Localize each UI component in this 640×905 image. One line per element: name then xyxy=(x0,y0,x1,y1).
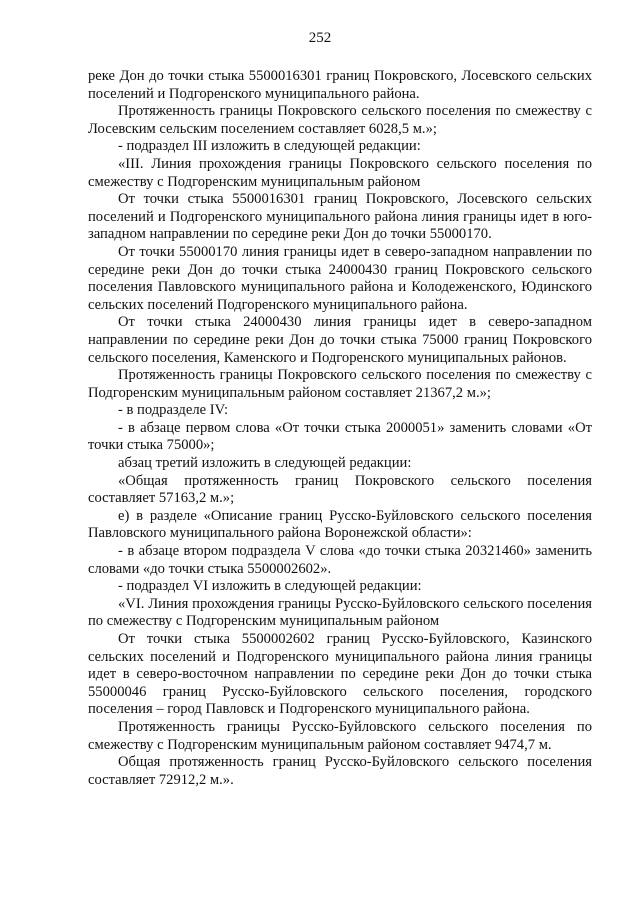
paragraph: От точки стыка 5500016301 границ Покровского, Лосевского сельских поселений и Подгоренского муниципального района линия границы идет в юго-западном направлении по середине реки Дон до точки 55000170. xyxy=(88,191,592,243)
paragraph: От точки стыка 24000430 линия границы идет в северо-западном направлении по середине реки Дон до точки стыка 75000 границ Покровского сельского поселения, Каменского и Подгоренского муниципальных районов. xyxy=(88,314,592,366)
paragraph: - подраздел VI изложить в следующей редакции: xyxy=(118,578,422,595)
paragraph: е) в разделе «Описание границ Русско-Буйловского сельского поселения Павловского муниципального района Воронежской области»: xyxy=(88,507,592,542)
paragraph: «III. Линия прохождения границы Покровского сельского поселения по смежеству с Подгоренским муниципальным районом xyxy=(88,155,592,190)
paragraph: Протяженность границы Русско-Буйловского сельского поселения по смежеству с Подгоренским муниципальным районом составляет 9474,7 м. xyxy=(88,718,592,753)
paragraph: От точки стыка 5500002602 границ Русско-Буйловского, Казинского сельских поселений и Подгоренского муниципального района линия границы идет в северо-восточном направлении по середине реки Дон до точки стыка 55000046 границ Русско-Буйловского сельского поселения, городского поселения – город Павловск и Подгоренского муниципального района. xyxy=(88,631,592,718)
paragraph: реке Дон до точки стыка 5500016301 границ Покровского, Лосевского сельских поселений и Подгоренского муниципального района. xyxy=(88,68,592,102)
page-number: 252 xyxy=(308,30,332,46)
paragraph: «VI. Линия прохождения границы Русско-Буйловского сельского поселения по смежеству с Подгоренским муниципальным районом xyxy=(88,595,592,630)
paragraph: - в абзаце первом слова «От точки стыка 2000051» заменить словами «От точки стыка 75000»; xyxy=(88,419,592,454)
paragraph: Общая протяженность границ Русско-Буйловского сельского поселения составляет 72912,2 м.». xyxy=(88,754,592,788)
paragraph: От точки 55000170 линия границы идет в северо-западном направлении по середине реки Дон до точки стыка 24000430 границ Покровского сельского поселения Павловского муниципального района и Колодеженского, Юдинского сельских поселений Подгоренского муниципального района. xyxy=(88,243,592,313)
paragraph: - в абзаце втором подраздела V слова «до точки стыка 20321460» заменить словами «до точки стыка 5500002602». xyxy=(88,543,592,577)
paragraph: Протяженность границы Покровского сельского поселения по смежеству с Подгоренским муниципальным районом составляет 21367,2 м.»; xyxy=(88,367,592,401)
paragraph: Протяженность границы Покровского сельского поселения по смежеству с Лосевским сельским поселением составляет 6028,5 м.»; xyxy=(88,103,592,137)
paragraph: - в подразделе IV: xyxy=(118,402,229,419)
paragraph: «Общая протяженность границ Покровского сельского поселения составляет 57163,2 м.»; xyxy=(88,472,592,507)
document-body xyxy=(88,68,592,789)
paragraph: - подраздел III изложить в следующей редакции: xyxy=(118,138,421,155)
paragraph: абзац третий изложить в следующей редакции: xyxy=(118,455,412,472)
